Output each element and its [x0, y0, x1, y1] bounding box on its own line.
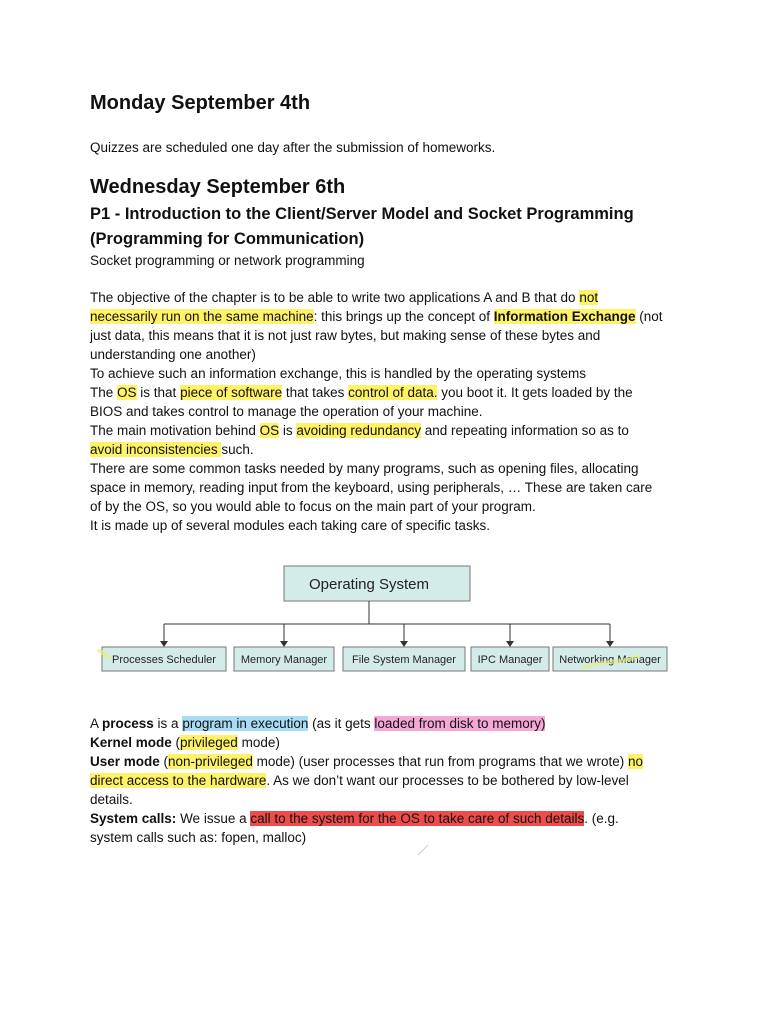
para2-line5: avoid inconsistencies such. [90, 442, 254, 457]
system-calls-line1: System calls: We issue a call to the system for the OS to take care of such details. (e.g. [90, 811, 619, 826]
para2-line8: of by the OS, so you would able to focus on the main part of your program. [90, 499, 536, 514]
para2-line9: It is made up of several modules each taking care of specific tasks. [90, 518, 490, 533]
p1-title-line1: P1 - Introduction to the Client/Server Model and Socket Programming [90, 205, 634, 223]
para2-line2: The OS is that piece of software that takes control of data. you boot it. It gets loaded by the [90, 385, 633, 400]
wednesday-heading: Wednesday September 6th [90, 176, 346, 198]
para2-line3: BIOS and takes control to manage the operation of your machine. [90, 404, 483, 419]
para2-line6: There are some common tasks needed by many programs, such as opening files, allocating [90, 461, 639, 476]
monday-text: Quizzes are scheduled one day after the submission of homeworks. [90, 140, 496, 155]
para1-line2: necessarily run on the same machine: this brings up the concept of Information Exchange (not [90, 309, 663, 324]
p1-title-line2: (Programming for Communication) [90, 230, 365, 248]
para1-line1: The objective of the chapter is to be able to write two applications A and B that do not [90, 290, 599, 305]
system-calls-line2: system calls such as: fopen, malloc) [90, 830, 307, 845]
user-mode-line3: details. [90, 792, 133, 807]
para2-line4: The main motivation behind OS is avoiding redundancy and repeating information so as to [90, 423, 629, 438]
user-mode-line1: User mode (non-privileged mode) (user processes that run from programs that we wrote) no [90, 754, 644, 769]
child-label-memory-manager: Memory Manager [240, 654, 328, 666]
child-label-ipc-manager: IPC Manager [477, 654, 543, 666]
monday-heading: Monday September 4th [90, 92, 311, 114]
user-mode-line2: direct access to the hardware. As we don’t want our processes to be bothered by low-level [90, 773, 629, 788]
subtitle-text: Socket programming or network programming [90, 253, 365, 268]
diagram-root-label: Operating System [308, 576, 430, 593]
child-label-networking-manager: Networking Manager [559, 654, 661, 666]
process-line: A process is a program in execution (as it gets loaded from disk to memory) [90, 716, 546, 731]
kernel-mode-line: Kernel mode (privileged mode) [90, 735, 280, 750]
para1-line3: just data, this means that it is not just raw bytes, but making sense of these bytes and [90, 328, 601, 343]
para2-line1: To achieve such an information exchange, this is handled by the operating systems [90, 366, 587, 381]
para1-line4: understanding one another) [90, 347, 256, 362]
child-label-processes-scheduler: Processes Scheduler [112, 654, 216, 666]
child-label-file-system-manager: File System Manager [352, 654, 456, 666]
para2-line7: space in memory, reading input from the keyboard, using peripherals, … These are taken care [90, 480, 653, 495]
